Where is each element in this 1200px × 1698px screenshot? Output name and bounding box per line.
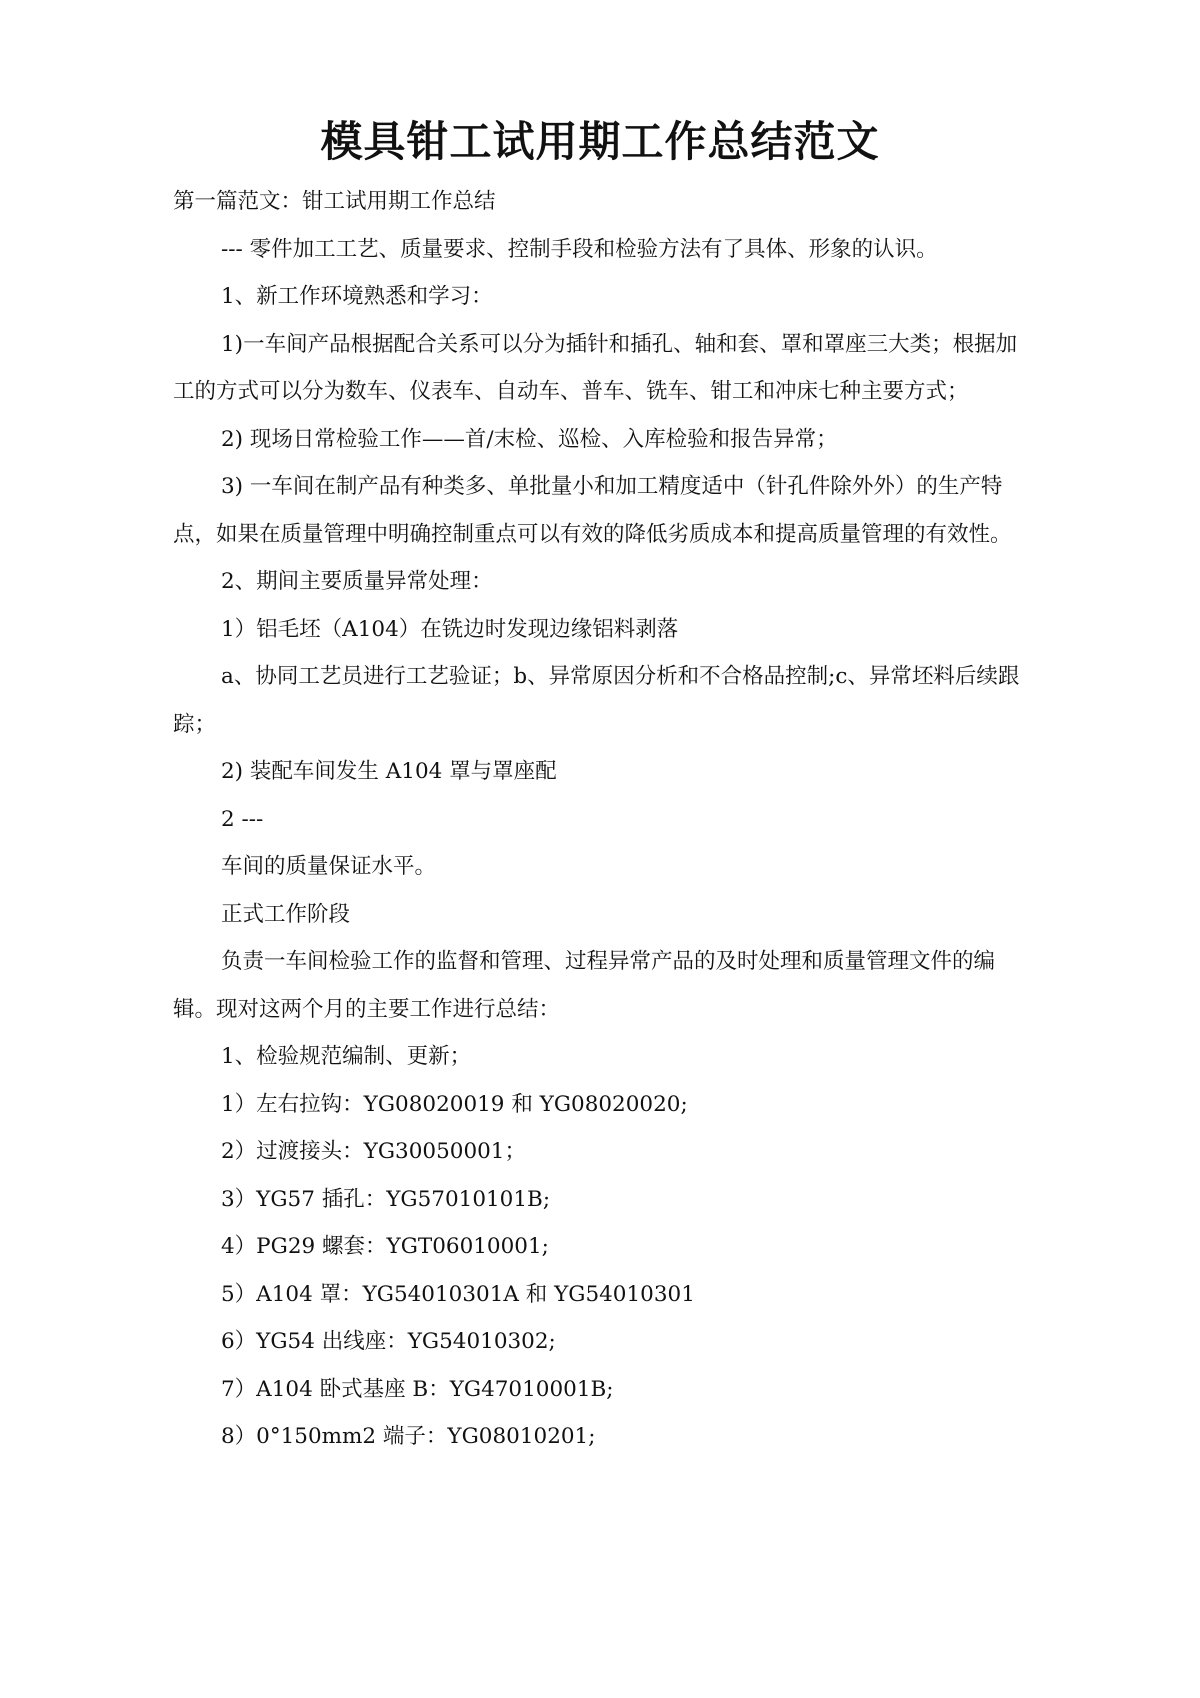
paragraph: 1、新工作环境熟悉和学习： — [221, 284, 493, 309]
paragraph: 2）过渡接头：YG30050001； — [221, 1139, 526, 1164]
paragraph: 车间的质量保证水平。 — [221, 854, 437, 879]
paragraph: 1）左右拉钩：YG08020019 和 YG08020020; — [221, 1091, 688, 1117]
paragraph: 8）0°150mm2 端子：YG08010201; — [221, 1424, 596, 1449]
paragraph: --- 零件加工工艺、质量要求、控制手段和检验方法有了具体、形象的认识。 — [221, 236, 938, 262]
paragraph: 7）A104 卧式基座 B：YG47010001B; — [221, 1376, 614, 1402]
paragraph: 第一篇范文：钳工试用期工作总结 — [173, 189, 496, 214]
paragraph: 2 --- — [221, 806, 264, 832]
paragraph: 5）A104 罩：YG54010301A 和 YG54010301 — [221, 1281, 695, 1307]
paragraph: 1）铝毛坯（A104）在铣边时发现边缘铝料剥落 — [221, 616, 679, 642]
paragraph: 3) 一车间在制产品有种类多、单批量小和加工精度适中（针孔件除外外）的生产特点，如果在质量管理中明确控制重点可以有效的降低劣质成本和提高质量管理的有效性。 — [173, 474, 1012, 547]
paragraph: a、协同工艺员进行工艺验证；b、异常原因分析和不合格品控制;c、异常坯料后续跟踪； — [173, 664, 1020, 737]
paragraph: 2) 装配车间发生 A104 罩与罩座配 — [221, 759, 557, 784]
paragraph: 负责一车间检验工作的监督和管理、过程异常产品的及时处理和质量管理文件的编辑。现对这两个月的主要工作进行总结： — [173, 949, 996, 1022]
paragraph: 3）YG57 插孔：YG57010101B; — [221, 1186, 551, 1212]
page-title: 模具钳工试用期工作总结范文 — [320, 117, 880, 166]
paragraph: 2) 现场日常检验工作——首/末检、巡检、入库检验和报告异常； — [221, 426, 838, 452]
paragraph: 6）YG54 出线座：YG54010302; — [221, 1329, 556, 1354]
paragraph: 1)一车间产品根据配合关系可以分为插针和插孔、轴和套、罩和罩座三大类；根据加工的方式可以分为数车、仪表车、自动车、普车、铣车、钳工和冲床七种主要方式； — [173, 331, 1018, 404]
paragraph: 正式工作阶段 — [221, 901, 351, 927]
paragraph: 1、检验规范编制、更新； — [221, 1044, 472, 1069]
paragraph: 4）PG29 螺套：YGT06010001; — [221, 1234, 549, 1259]
paragraph: 2、期间主要质量异常处理： — [221, 569, 493, 594]
document-body — [173, 178, 1033, 1461]
